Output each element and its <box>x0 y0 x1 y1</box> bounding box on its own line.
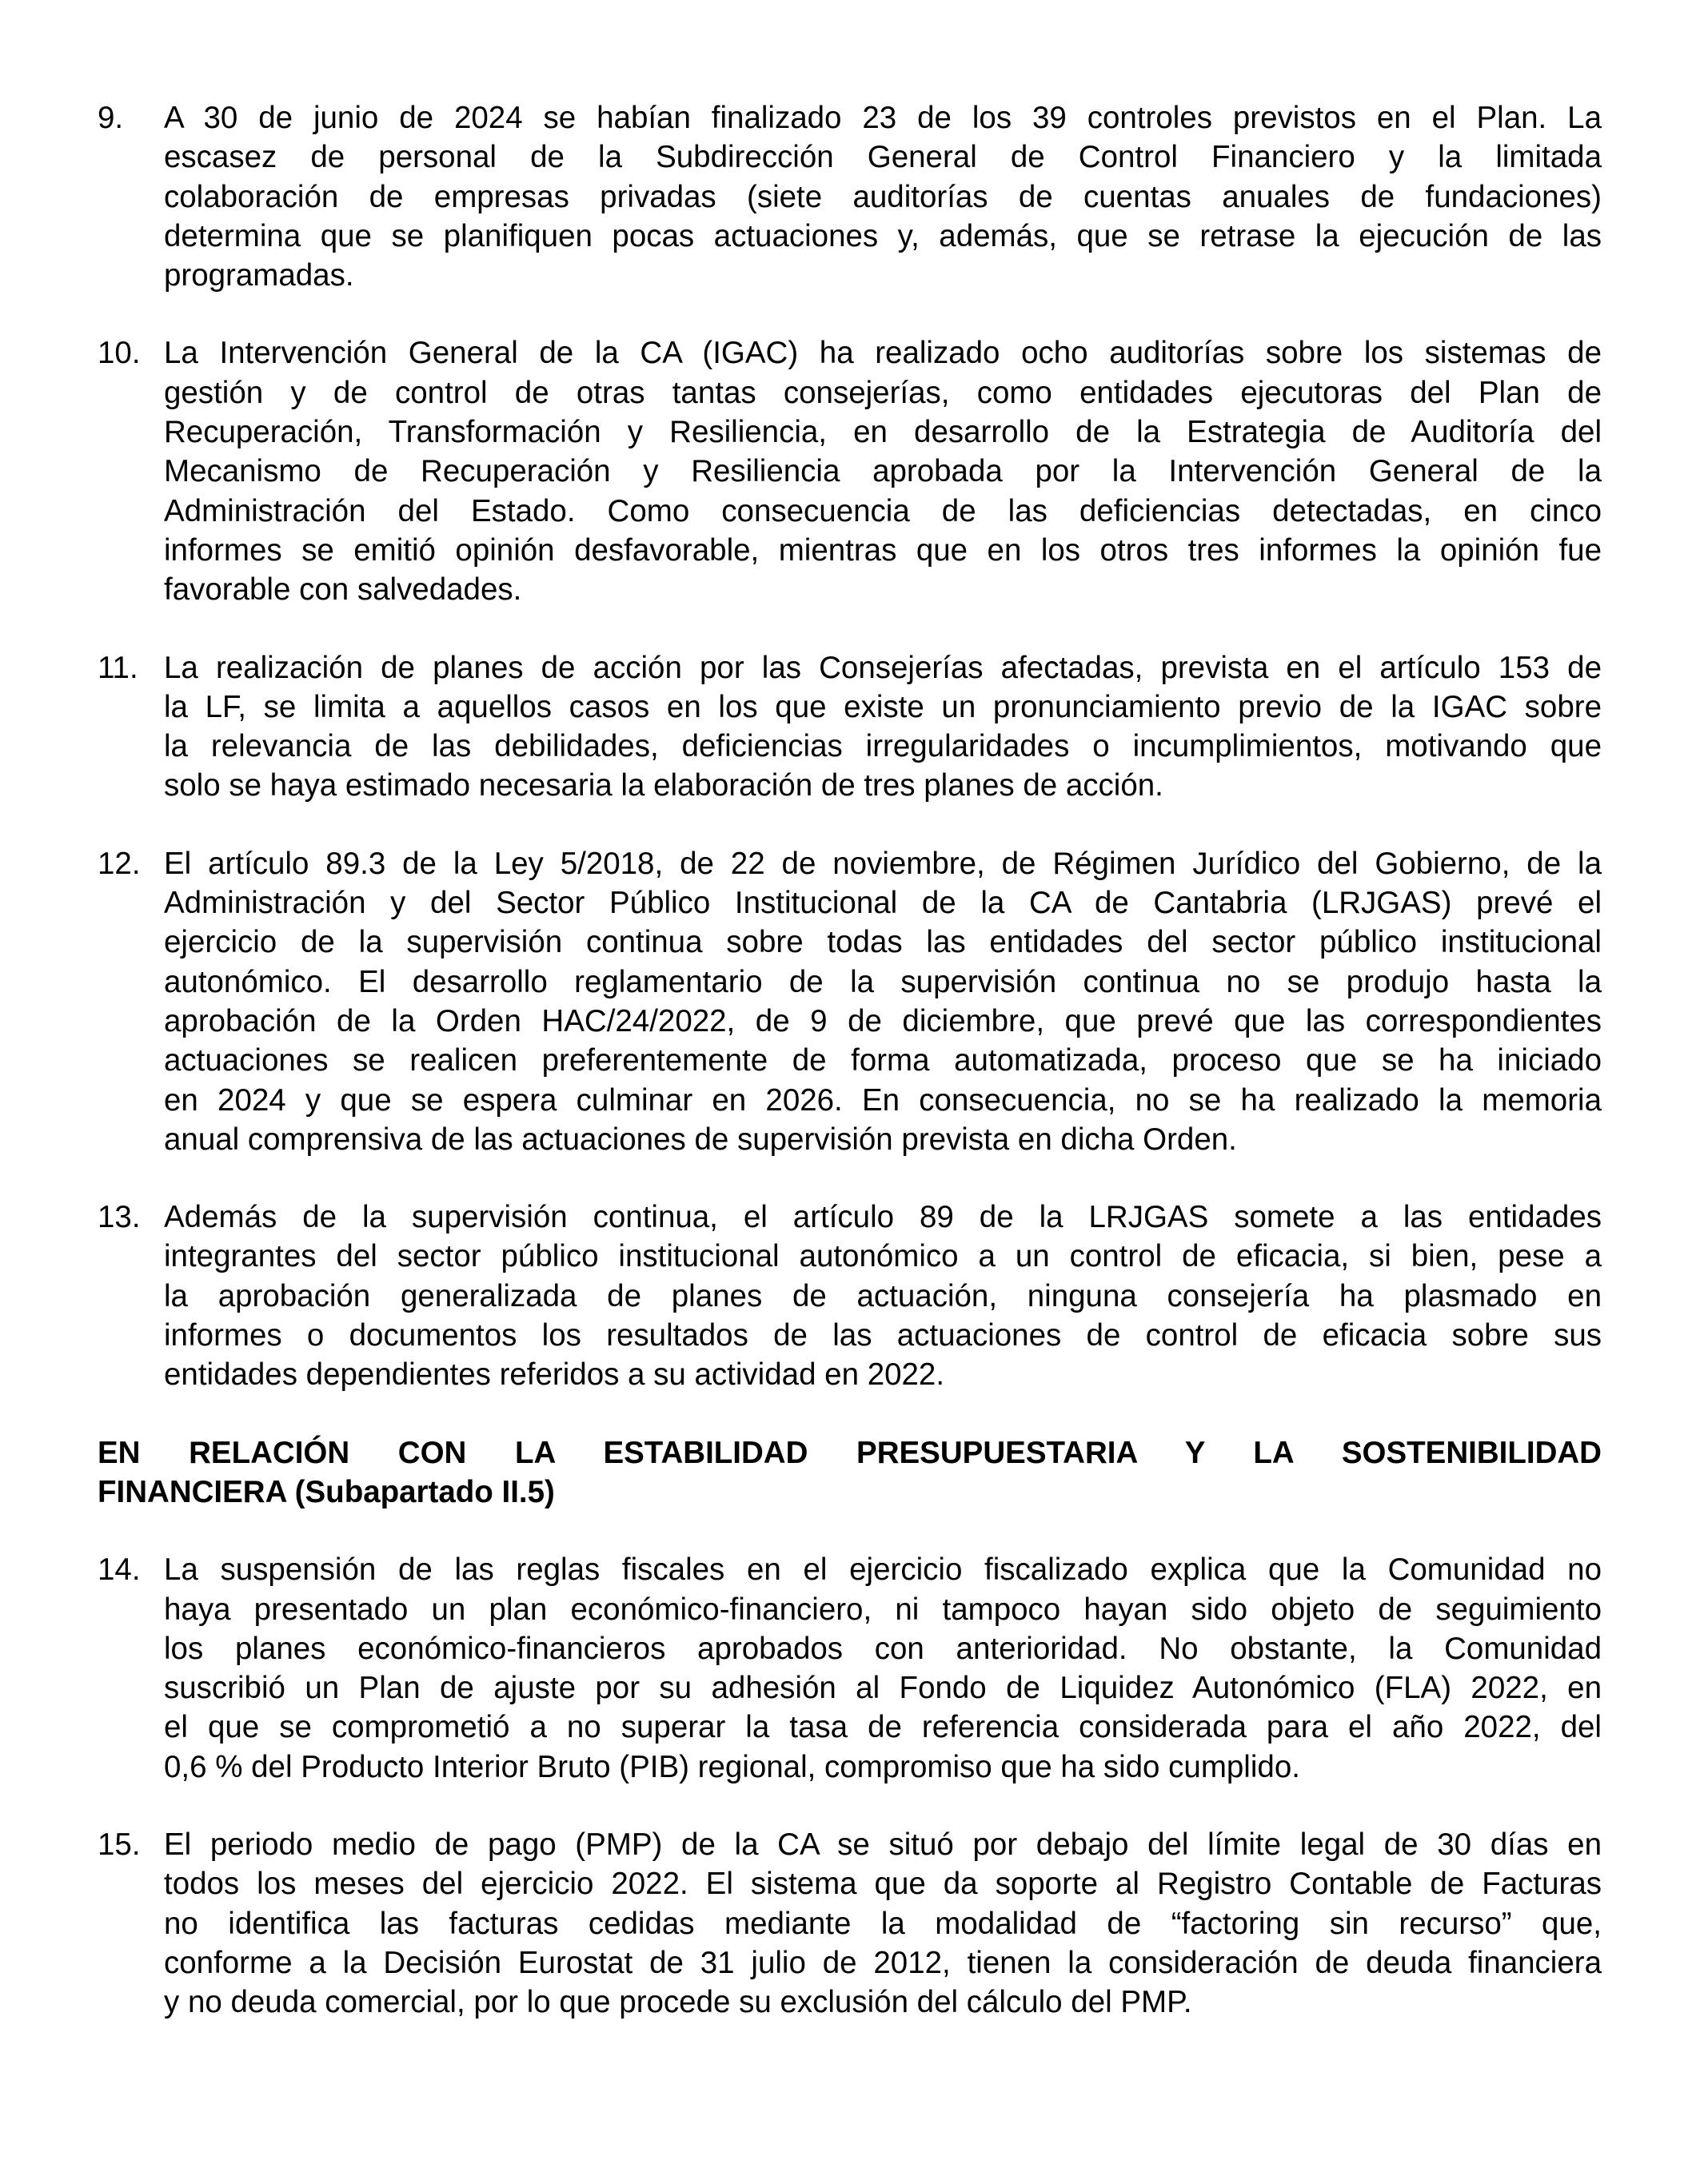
text-line: conforme a la Decisión Eurostat de 31 julio de 2012, tienen la consideración de deuda financiera <box>164 1945 1602 1980</box>
paragraph-number: 13. <box>98 1200 141 1235</box>
text-line: ejercicio de la supervisión continua sobre todas las entidades del sector público institucional <box>164 925 1602 960</box>
text-line: La Intervención General de la CA (IGAC) ha realizado ocho auditorías sobre los sistemas de <box>164 336 1602 371</box>
text-line: informes o documentos los resultados de las actuaciones de control de eficacia sobre sus <box>164 1318 1602 1353</box>
numbered-paragraph <box>98 333 1602 609</box>
paragraph-number: 12. <box>98 846 141 881</box>
text-line: EN RELACIÓN CON LA ESTABILIDAD PRESUPUESTARIA Y LA SOSTENIBILIDAD <box>98 1435 1602 1470</box>
text-line: todos los meses del ejercicio 2022. El sistema que da soporte al Registro Contable de Facturas <box>164 1867 1602 1902</box>
text-line: informes se emitió opinión desfavorable, mientras que en los otros tres informes la opinión fue <box>164 532 1602 568</box>
text-line: el que se comprometió a no superar la tasa de referencia considerada para el año 2022, del <box>164 1710 1602 1745</box>
document-page <box>98 98 1602 2060</box>
text-line: actuaciones se realicen preferentemente de forma automatizada, proceso que se ha iniciado <box>164 1043 1602 1078</box>
text-line: la LF, se limita a aquellos casos en los que existe un pronunciamiento previo de la IGAC sobre <box>164 689 1602 724</box>
conclusions-list-stability <box>98 1550 1602 2022</box>
text-line: entidades dependientes referidos a su actividad en 2022. <box>164 1357 945 1393</box>
text-line: colaboración de empresas privadas (siete auditorías de cuentas anuales de fundaciones) <box>164 179 1602 214</box>
text-line: Recuperación, Transformación y Resiliencia, en desarrollo de la Estrategia de Auditoría del <box>164 415 1602 450</box>
numbered-paragraph <box>98 648 1602 806</box>
text-line: autonómico. El desarrollo reglamentario de la supervisión continua no se produjo hasta la <box>164 964 1602 999</box>
text-line: en 2024 y que se espera culminar en 2026. En consecuencia, no se ha realizado la memoria <box>164 1082 1602 1118</box>
paragraph-number: 14. <box>98 1552 141 1588</box>
numbered-paragraph <box>98 1550 1602 1787</box>
text-line: y no deuda comercial, por lo que procede su exclusión del cálculo del PMP. <box>164 1985 1192 2020</box>
numbered-paragraph <box>98 1825 1602 2022</box>
text-line: haya presentado un plan económico-financiero, ni tampoco hayan sido objeto de seguimiento <box>164 1592 1602 1627</box>
numbered-paragraph <box>98 1198 1602 1394</box>
text-line: no identifica las facturas cedidas mediante la modalidad de “factoring sin recurso” que, <box>164 1906 1602 1941</box>
text-line: Administración y del Sector Público Institucional de la CA de Cantabria (LRJGAS) prevé el <box>164 886 1602 921</box>
paragraph-number: 9. <box>98 101 124 135</box>
text-line: 0,6 % del Producto Interior Bruto (PIB) regional, compromiso que ha sido cumplido. <box>164 1749 1300 1784</box>
text-line: favorable con salvedades. <box>164 572 522 608</box>
text-line: los planes económico-financieros aprobados con anterioridad. No obstante, la Comunidad <box>164 1631 1602 1666</box>
text-line: gestión y de control de otras tantas consejerías, como entidades ejecutoras del Plan de <box>164 375 1602 410</box>
text-line: suscribió un Plan de ajuste por su adhesión al Fondo de Liquidez Autonómico (FLA) 2022, en <box>164 1671 1602 1706</box>
text-line: escasez de personal de la Subdirección General de Control Financiero y la limitada <box>164 140 1602 175</box>
conclusions-list-control <box>98 98 1602 1395</box>
text-line: la relevancia de las debilidades, deficiencias irregularidades o incumplimientos, motivando que <box>164 729 1602 764</box>
text-line: programadas. <box>164 258 354 293</box>
text-line: La suspensión de las reglas fiscales en el ejercicio fiscalizado explica que la Comunidad no <box>164 1552 1602 1588</box>
numbered-paragraph <box>98 98 1602 295</box>
text-line: anual comprensiva de las actuaciones de supervisión prevista en dicha Orden. <box>164 1122 1237 1157</box>
text-line: La realización de planes de acción por las Consejerías afectadas, prevista en el artículo 153 de <box>164 650 1602 685</box>
text-line: integrantes del sector público institucional autonómico a un control de eficacia, si bien, pese a <box>164 1239 1602 1274</box>
text-line: aprobación de la Orden HAC/24/2022, de 9 de diciembre, que prevé que las correspondientes <box>164 1003 1602 1038</box>
paragraph-number: 10. <box>98 336 141 371</box>
text-line: solo se haya estimado necesaria la elaboración de tres planes de acción. <box>164 768 1163 803</box>
text-line: determina que se planifiquen pocas actuaciones y, además, que se retrase la ejecución de las <box>164 218 1602 253</box>
paragraph-number: 11. <box>98 650 138 685</box>
text-line: la aprobación generalizada de planes de actuación, ninguna consejería ha plasmado en <box>164 1278 1602 1313</box>
text-line: El artículo 89.3 de la Ley 5/2018, de 22 de noviembre, de Régimen Jurídico del Gobierno, de la <box>164 846 1602 881</box>
numbered-paragraph <box>98 844 1602 1159</box>
text-line: Mecanismo de Recuperación y Resiliencia aprobada por la Intervención General de la <box>164 454 1602 489</box>
paragraph-number: 15. <box>98 1827 141 1862</box>
text-line: El periodo medio de pago (PMP) de la CA se situó por debajo del límite legal de 30 días en <box>164 1827 1602 1862</box>
text-line: Además de la supervisión continua, el artículo 89 de la LRJGAS somete a las entidades <box>164 1200 1602 1235</box>
text-line: Administración del Estado. Como consecuencia de las deficiencias detectadas, en cinco <box>164 493 1602 528</box>
text-line: FINANCIERA (Subapartado II.5) <box>98 1474 555 1509</box>
section-heading <box>98 1433 1602 1512</box>
text-line: A 30 de junio de 2024 se habían finalizado 23 de los 39 controles previstos en el Plan. La <box>164 101 1602 135</box>
